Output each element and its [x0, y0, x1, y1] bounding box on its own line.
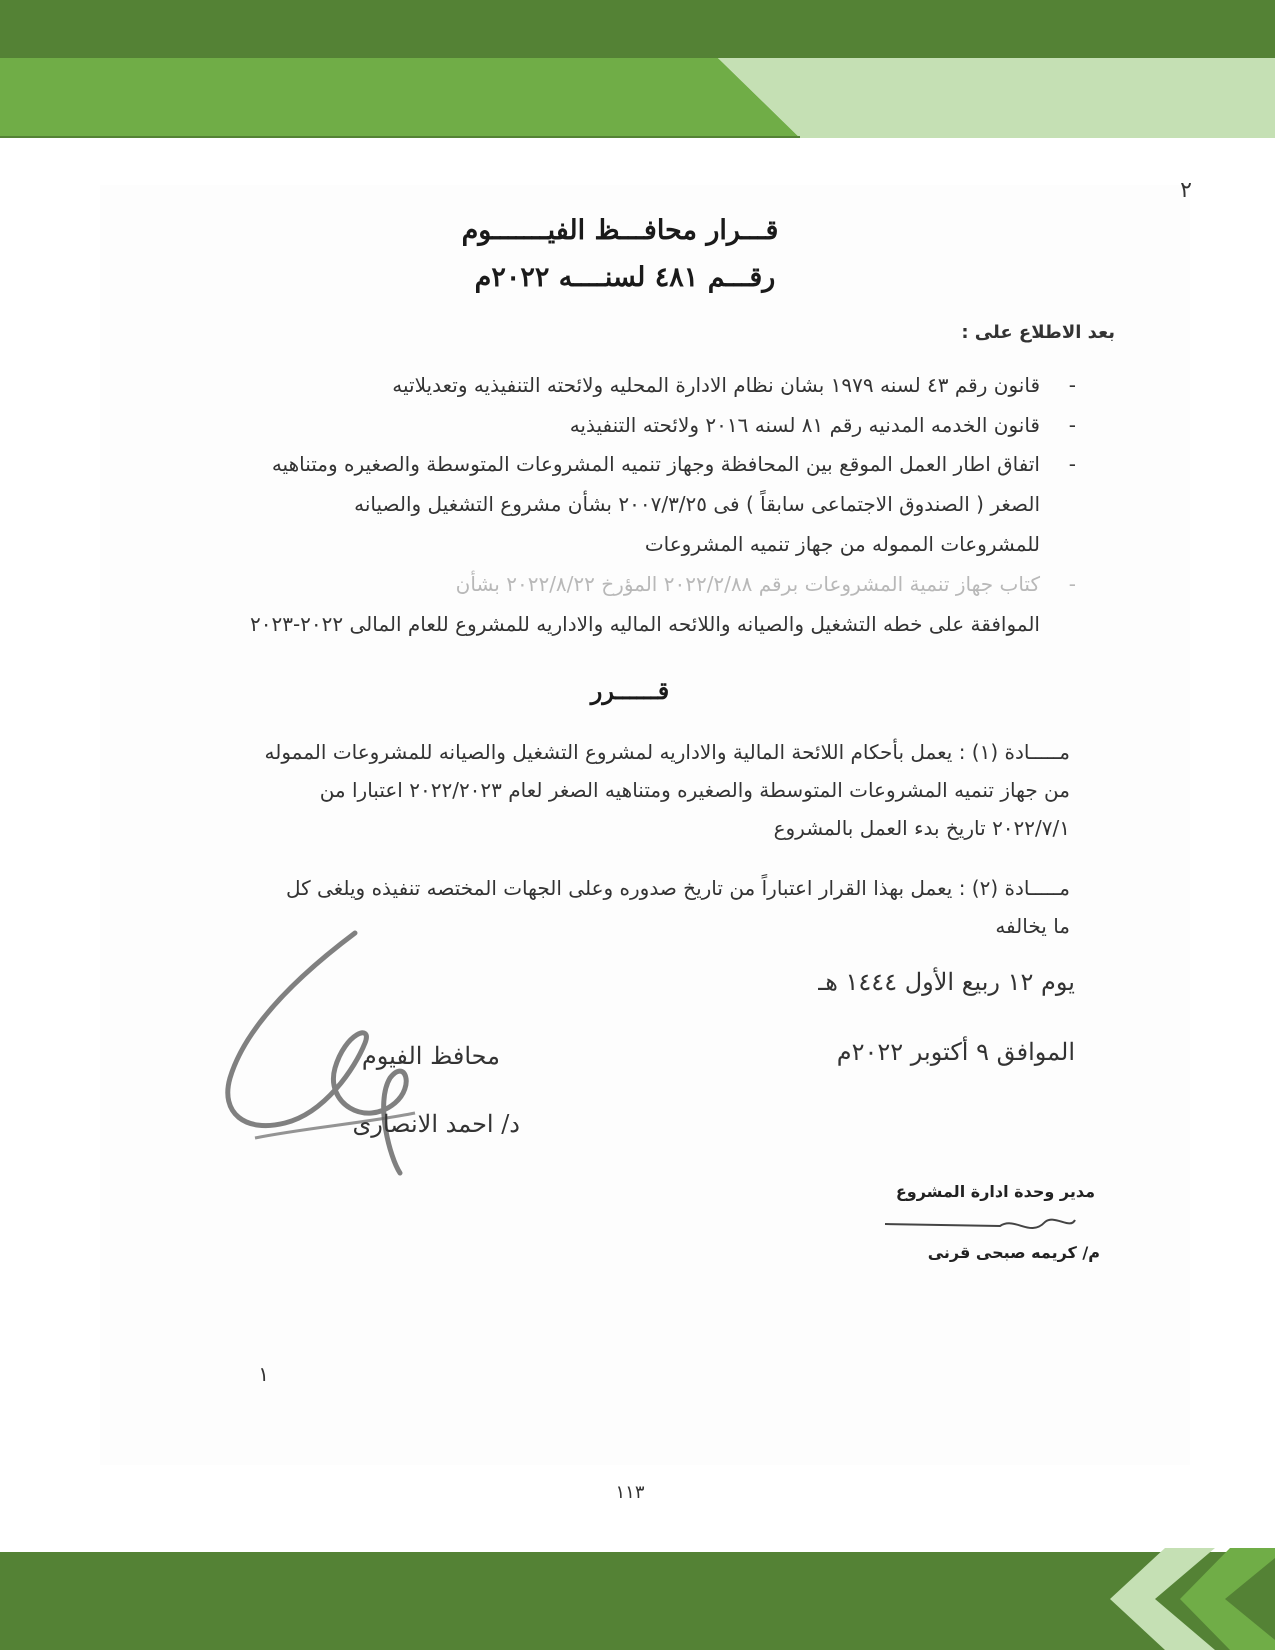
article-2-line: مـــــادة (٢) : يعمل بهذا القرار اعتباراً من تاريخ صدوره وعلى الجهات المختصه تنفيذه ويلغى كل	[286, 876, 1070, 900]
article-1-line: ٢٠٢٢/٧/١ تاريخ بدء العمل بالمشروع	[773, 816, 1070, 840]
footer-band	[0, 1548, 1275, 1650]
article-2-line: ما يخالفه	[995, 914, 1070, 938]
decree-number: رقـــم ٤٨١ لسنــــه ٢٠٢٢م	[474, 262, 776, 293]
date-gregorian: الموافق ٩ أكتوبر ٢٠٢٢م	[836, 1038, 1075, 1066]
corner-mark: ٢	[1180, 178, 1192, 203]
bullet-line: الصغر ( الصندوق الاجتماعى سابقاً ) فى ٢٠٠٧/٣/٢٥ بشأن مشروع التشغيل والصيانه	[354, 492, 1040, 516]
manager-name: م/ كريمه صبحى قرنى	[927, 1243, 1100, 1262]
header-band	[0, 0, 1275, 138]
inner-page-mark: ١	[258, 1362, 269, 1386]
bullet-marker: -	[1068, 452, 1076, 476]
bullet-line: للمشروعات المموله من جهاز تنميه المشروعات	[644, 532, 1040, 556]
bullet-line: قانون رقم ٤٣ لسنه ١٩٧٩ بشان نظام الادارة المحليه ولائحته التنفيذيه وتعديلاتيه	[392, 373, 1040, 397]
bullet-marker: -	[1068, 373, 1076, 397]
bullet-line: الموافقة على خطه التشغيل والصيانه واللائحه الماليه والاداريه للمشروع للعام المالى ٢٠٢٢-٢٠٢٣	[249, 612, 1040, 636]
manager-title: مدير وحدة ادارة المشروع	[895, 1182, 1095, 1201]
governor-title: محافظ الفيوم	[361, 1042, 500, 1070]
decree-title: قـــرار محافـــظ الفيـــــــوم	[461, 215, 779, 246]
manager-signature	[880, 1212, 1080, 1242]
bullet-line: كتاب جهاز تنمية المشروعات برقم ٢٠٢٢/٢/٨٨ المؤرخ ٢٠٢٢/٨/٢٢ بشأن	[455, 572, 1040, 596]
article-1-line: من جهاز تنميه المشروعات المتوسطة والصغيره ومتناهيه الصغر لعام ٢٠٢٢/٢٠٢٣ اعتبارا من	[319, 778, 1070, 802]
bullet-marker: -	[1068, 572, 1076, 596]
governor-name: د/ احمد الانصارى	[352, 1110, 520, 1138]
article-1-line: مـــــادة (١) : يعمل بأحكام اللائحة المالية والاداريه لمشروع التشغيل والصيانه للمشروعات المموله	[264, 740, 1070, 764]
preamble: بعد الاطلاع على :	[961, 322, 1115, 343]
bullet-marker: -	[1068, 413, 1076, 437]
decides-heading: قــــــرر	[590, 676, 670, 705]
bullet-line: اتفاق اطار العمل الموقع بين المحافظة وجهاز تنميه المشروعات المتوسطة والصغيره ومتناهيه	[271, 452, 1040, 476]
date-hijri: يوم ١٢ ربيع الأول ١٤٤٤ هـ	[818, 968, 1075, 996]
bullet-line: قانون الخدمه المدنيه رقم ٨١ لسنه ٢٠١٦ ولائحته التنفيذيه	[569, 413, 1040, 437]
page-number: ١١٣	[615, 1482, 645, 1503]
